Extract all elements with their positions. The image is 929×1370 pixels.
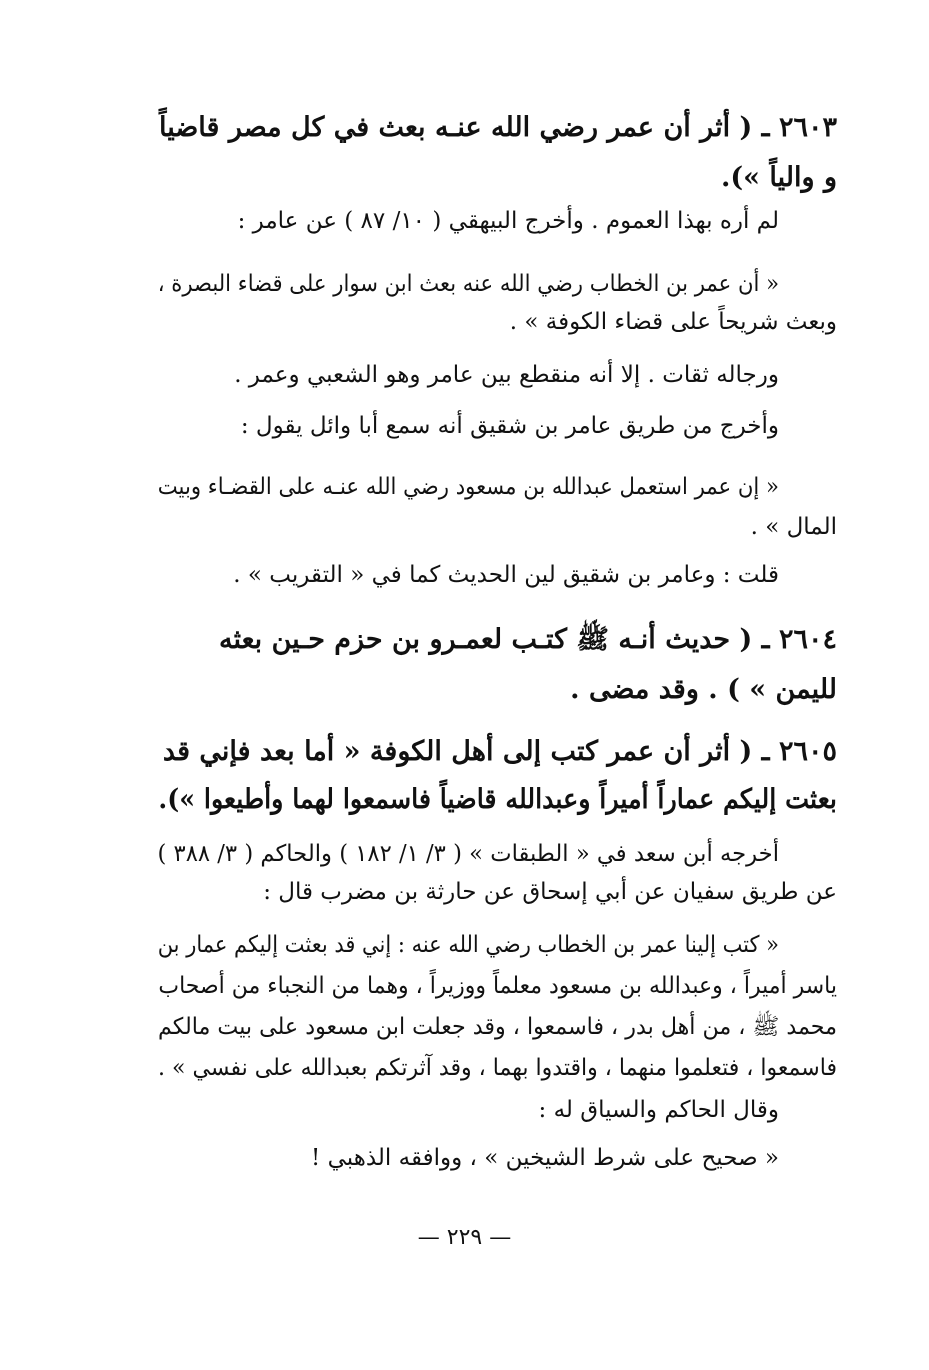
- quote-line: المال » .: [750, 514, 837, 540]
- entry-2604-heading: [158, 615, 837, 715]
- paragraph-line: أخرجه أبن سعد في « الطبقات » ( ٣/ ١/ ١٨٢ ) والحاكم ( ٣/ ٣٨٨ ): [157, 841, 779, 867]
- heading-line: و والياً »).: [720, 162, 837, 193]
- paragraph: [158, 1097, 779, 1123]
- paragraph: [158, 362, 779, 388]
- paragraph: [158, 1145, 779, 1171]
- paragraph-line: قلت : وعامر بن شقيق لين الحديث كما في « التقريب » .: [233, 562, 779, 588]
- paragraph-line: ورجاله ثقات . إلا أنه منقطع بين عامر وهو الشعبي وعمر .: [234, 362, 779, 388]
- heading-line: ٢٦٠٤ ـ ( حديث أنـه ﷺ كتـب لعمـرو بن حزم حـين بعثه: [219, 624, 837, 655]
- quotation: [157, 265, 837, 341]
- paragraph: [158, 562, 779, 588]
- quote-line: « كتب إلينا عمر بن الخطاب رضي الله عنه : إني قد بعثت إليكم عمار بن: [157, 932, 780, 958]
- heading-line: ٢٦٠٣ ـ ( أثر أن عمر رضي الله عنـه بعث في كل مصر قاضياً: [159, 112, 837, 143]
- heading-line: ٢٦٠٥ ـ ( أثر أن عمر كتب إلى أهل الكوفة « أما بعد فإني قد: [162, 736, 837, 767]
- heading-line: بعثت إليكم عماراً أميراً وعبدالله قاضياً فاسمعوا لهما وأطيعوا »).: [158, 784, 837, 815]
- paragraph: [157, 835, 837, 911]
- entry-2605-heading: [158, 728, 837, 824]
- quote-line: « أن عمر بن الخطاب رضي الله عنه بعث ابن سوار على قضاء البصرة ،: [157, 271, 779, 297]
- paragraph-line: وأخرج من طريق عامر بن شقيق أنه سمع أبا وائل يقول :: [240, 413, 779, 439]
- quotation: [157, 925, 837, 1089]
- page-number: — ٢٢٩ —: [417, 1225, 512, 1250]
- quote-line: فاسمعوا ، فتعلموا منهما ، واقتدوا بهما ، وقد آثرتكم بعبدالله على نفسي » .: [157, 1055, 837, 1081]
- entry-2603-heading: [158, 103, 837, 203]
- quote-line: « إن عمر استعمل عبدالله بن مسعود رضي الله عنـه على القضـاء وبيت: [157, 474, 779, 500]
- paragraph-line: عن طريق سفيان عن أبي إسحاق عن حارثة بن مضرب قال :: [263, 879, 837, 905]
- quote-line: وبعث شريحاً على قضاء الكوفة » .: [509, 309, 837, 335]
- paragraph-line: وقال الحاكم والسياق له :: [538, 1097, 779, 1123]
- paragraph: [158, 413, 779, 439]
- quote-line: ياسر أميراً ، وعبدالله بن مسعود معلماً ووزيراً ، وهما من النجباء من أصحاب: [158, 973, 837, 999]
- paragraph-line: لم أره بهذا العموم . وأخرج البيهقي ( ١٠/ ٨٧ ) عن عامر :: [237, 208, 779, 234]
- heading-line: لليمن » ) . وقد مضى .: [570, 674, 837, 705]
- quote-line: محمد ﷺ ، من أهل بدر ، فاسمعوا ، وقد جعلت ابن مسعود على بيت مالكم: [157, 1014, 837, 1040]
- quotation: [157, 467, 837, 547]
- paragraph-line: « صحيح على شرط الشيخين » ، ووافقه الذهبي !: [311, 1145, 779, 1171]
- paragraph: [158, 208, 779, 234]
